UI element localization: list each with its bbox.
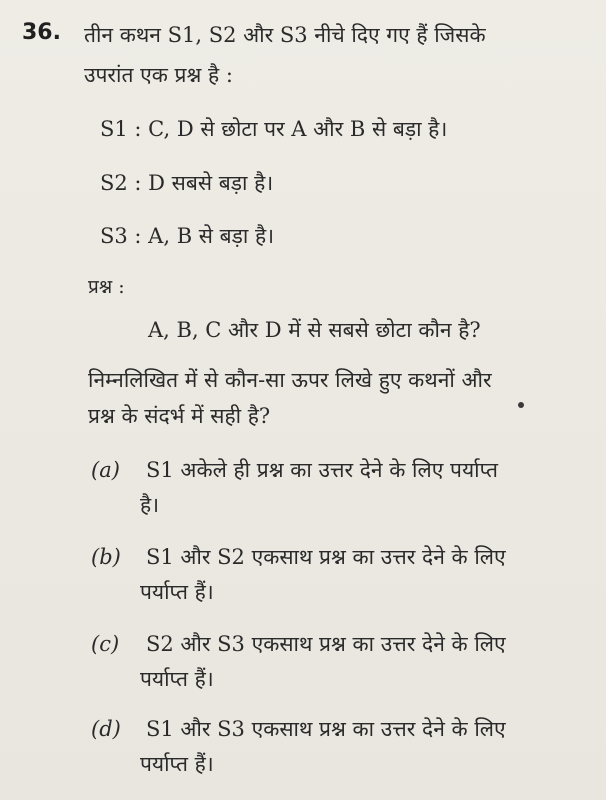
question-number: 36. [22,20,61,45]
option-c-text-line-2[interactable]: पर्याप्त हैं। [140,667,214,691]
option-a-label[interactable]: (a) [91,458,120,482]
option-d-text-line-1[interactable]: S1 और S3 एकसाथ प्रश्न का उत्तर देने के लिए [146,717,506,741]
question-intro-line-1: तीन कथन S1, S2 और S3 नीचे दिए गए हैं जिसके [84,23,486,47]
option-a-text-line-2[interactable]: है। [140,493,160,517]
option-c-text-line-1[interactable]: S2 और S3 एकसाथ प्रश्न का उत्तर देने के लिए [146,632,506,656]
option-d-text-line-2[interactable]: पर्याप्त हैं। [140,752,214,776]
option-b-text-line-2[interactable]: पर्याप्त हैं। [140,580,214,604]
statement-s3: S3 : A, B से बड़ा है। [100,224,275,248]
option-d-label[interactable]: (d) [91,717,121,741]
prompt-label: प्रश्न : [88,276,125,298]
stray-dot [518,402,524,408]
question-intro-line-2: उपरांत एक प्रश्न है : [84,63,233,87]
which-line-1: निम्नलिखित में से कौन-सा ऊपर लिखे हुए कथनों और [88,368,492,392]
statement-s2: S2 : D सबसे बड़ा है। [100,171,274,195]
option-a-text-line-1[interactable]: S1 अकेले ही प्रश्न का उत्तर देने के लिए पर्याप्त [146,458,499,482]
statement-s1: S1 : C, D से छोटा पर A और B से बड़ा है। [100,117,448,141]
which-line-2: प्रश्न के संदर्भ में सही है? [88,404,271,428]
prompt-text: A, B, C और D में से सबसे छोटा कौन है? [148,318,481,342]
option-b-label[interactable]: (b) [91,545,121,569]
option-b-text-line-1[interactable]: S1 और S2 एकसाथ प्रश्न का उत्तर देने के लिए [146,545,506,569]
option-c-label[interactable]: (c) [91,632,120,656]
